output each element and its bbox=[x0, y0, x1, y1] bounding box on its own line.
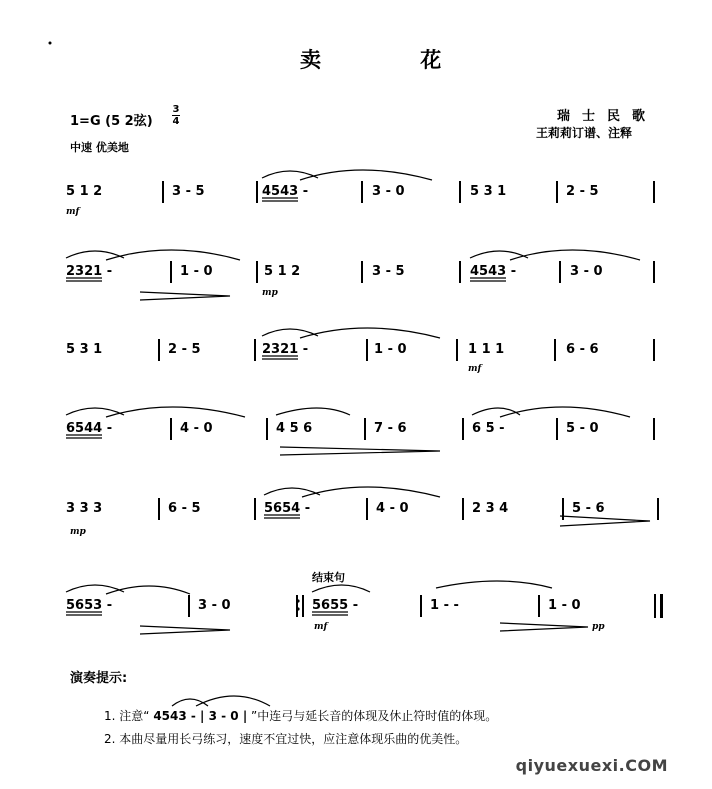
measure: 7 - 6 bbox=[374, 421, 407, 436]
measure: 6 - 5 bbox=[168, 501, 201, 516]
measure: 5 3 1 bbox=[66, 342, 103, 357]
measure: 5655 - bbox=[312, 598, 359, 613]
measure: 6 5 - bbox=[472, 421, 505, 436]
measure: 1 - - bbox=[430, 598, 459, 613]
measure: 4543 - bbox=[470, 264, 517, 279]
measure: 4543 - bbox=[262, 184, 309, 199]
watermark: qiyuexuexi.COM bbox=[515, 756, 668, 775]
measure: 5 1 2 bbox=[66, 184, 103, 199]
measure: 3 - 5 bbox=[372, 264, 405, 279]
measure: 2 3 4 bbox=[472, 501, 509, 516]
measure: 1 - 0 bbox=[180, 264, 213, 279]
measure: 1 1 1 bbox=[468, 342, 505, 357]
measure: 6 - 6 bbox=[566, 342, 599, 357]
dynamic-marking: mp bbox=[70, 527, 86, 537]
piece-title: 卖 花 bbox=[300, 48, 488, 72]
measure: 5 1 2 bbox=[264, 264, 301, 279]
end-section-label: 结束句 bbox=[312, 571, 345, 584]
measure: 2321 - bbox=[262, 342, 309, 357]
meter-numerator: 3 bbox=[172, 104, 180, 115]
measure: 2321 - bbox=[66, 264, 113, 279]
measure: 4 5 6 bbox=[276, 421, 313, 436]
hint-2: 2. 本曲尽量用长弓练习，速度不宜过快，应注意体现乐曲的优美性。 bbox=[104, 732, 468, 746]
measure: 4 - 0 bbox=[376, 501, 409, 516]
dynamic-marking: mp bbox=[262, 288, 278, 298]
tempo-marking: 中速 优美地 bbox=[70, 141, 129, 154]
measure: 4 - 0 bbox=[180, 421, 213, 436]
measure: 3 - 0 bbox=[372, 184, 405, 199]
measure: 1 - 0 bbox=[548, 598, 581, 613]
measure: 3 3 3 bbox=[66, 501, 103, 516]
measure: 5 - 6 bbox=[572, 501, 605, 516]
measure: 5 3 1 bbox=[470, 184, 507, 199]
measure: 6544 - bbox=[66, 421, 113, 436]
dynamic-marking: mf bbox=[314, 622, 328, 632]
performance-notes-title: 演奏提示: bbox=[70, 671, 128, 686]
measure: 5654 - bbox=[264, 501, 311, 516]
hint-1-prefix: 1. 注意“ bbox=[104, 709, 150, 723]
measure: 3 - 0 bbox=[198, 598, 231, 613]
meter-denominator: 4 bbox=[172, 116, 180, 127]
measure: 3 - 0 bbox=[570, 264, 603, 279]
dynamic-marking: pp bbox=[592, 622, 605, 632]
hint-1-snippet: 4543 - | 3 - 0 | bbox=[153, 709, 248, 723]
dynamic-marking: mf bbox=[468, 364, 482, 374]
key-signature: 1=G (5 2弦) bbox=[70, 114, 153, 129]
dynamic-marking: mf bbox=[66, 207, 80, 217]
arranger-credit: 王莉莉订谱、注释 bbox=[536, 126, 633, 140]
measure: 5 - 0 bbox=[566, 421, 599, 436]
hint-1 bbox=[104, 707, 497, 724]
measure: 2 - 5 bbox=[566, 184, 599, 199]
measure: 5653 - bbox=[66, 598, 113, 613]
measure: 1 - 0 bbox=[374, 342, 407, 357]
measure: 2 - 5 bbox=[168, 342, 201, 357]
measure: 3 - 5 bbox=[172, 184, 205, 199]
hint-1-suffix: ”中连弓与延长音的体现及休止符时值的体现。 bbox=[251, 709, 498, 723]
song-origin: 瑞士民歌 bbox=[557, 109, 658, 124]
